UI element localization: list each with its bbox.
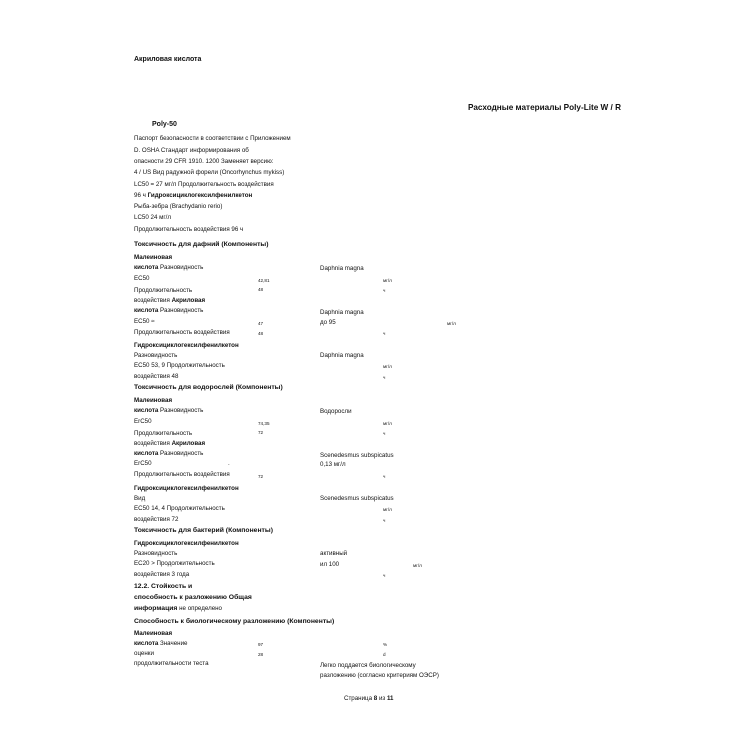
- endpoint-label: EC50: [134, 275, 150, 282]
- value-label: Значение: [160, 640, 188, 647]
- unit-label: мг/л: [413, 563, 422, 568]
- general-info-label: информация: [134, 605, 178, 612]
- concentration-value: 0,13 мг/л: [320, 461, 346, 468]
- duration-value: 72: [258, 430, 264, 435]
- endpoint-label: ErC50: [134, 460, 152, 467]
- endpoint-label: EC50 ≈: [134, 318, 155, 325]
- duration-value: 48: [258, 331, 264, 336]
- endpoint-label: EC20 > Продолжительность: [134, 560, 215, 567]
- endpoint-value: 42,81: [258, 278, 270, 283]
- unit-label: мг/л: [383, 421, 392, 426]
- unit-label: ч: [383, 288, 386, 293]
- species-value: Scenedesmus subspicatus: [320, 495, 394, 502]
- component-label: [134, 265, 203, 271]
- species-value: Daphnia magna: [320, 309, 364, 316]
- intro-line: Продолжительность воздействия 96 ч: [134, 226, 244, 233]
- algae-heading: Токсичность для водорослей (Компоненты): [134, 384, 283, 391]
- biodegradation-value: 97: [258, 642, 264, 647]
- species-label: Вид: [134, 495, 146, 502]
- component-label: [134, 451, 203, 457]
- duration-value: 48: [258, 287, 264, 292]
- unit-label: ч: [383, 474, 386, 479]
- endpoint-value: 74,35: [258, 421, 270, 426]
- product-name: Poly-50: [152, 121, 177, 128]
- intro-bold-component: Гидроксициклогексилфенилкетон: [147, 192, 253, 199]
- component-hydroxy: Гидроксициклогексилфенилкетон: [134, 342, 239, 349]
- unit-label: ч: [383, 431, 386, 436]
- component-maleic: Малеиновая: [134, 630, 173, 637]
- daphnia-heading: Токсичность для дафний (Компоненты): [134, 241, 269, 248]
- endpoint-label: ErC50: [134, 418, 152, 425]
- unit-label: ч: [383, 573, 386, 578]
- duration-label: Продолжительность воздействия: [134, 471, 230, 478]
- unit-label: мг/л: [383, 507, 392, 512]
- exposure-label: воздействия 3 года: [134, 571, 190, 578]
- component-acrylic: Акриловая: [171, 440, 206, 447]
- component-maleic: Малеиновая: [134, 254, 173, 261]
- page-prefix: Страница: [344, 695, 374, 702]
- unit-label: ч: [383, 375, 386, 380]
- component-acrylic-acid: кислота: [134, 450, 159, 457]
- persistence-general-info: [134, 606, 222, 613]
- unit-label: мг/л: [383, 278, 392, 283]
- persistence-heading: 12.2. Стойкость и: [134, 583, 193, 590]
- range-value: до 95: [320, 319, 336, 326]
- general-info-value: не определено: [177, 605, 222, 612]
- intro-line: 4 / US Вид радужной форели (Oncorhynchus mykiss): [134, 169, 285, 176]
- biodegradation-heading: Способность к биологическому разложению (Компоненты): [134, 618, 335, 625]
- intro-line: [134, 193, 252, 199]
- endpoint-label: EC50 14, 4 Продолжительность: [134, 505, 225, 512]
- persistence-heading-line: способность к разложению Общая: [134, 594, 252, 601]
- unit-label: d: [383, 652, 386, 657]
- species-value: Scenedesmus subspicatus: [320, 452, 394, 459]
- duration-label: Продолжительность: [134, 287, 193, 294]
- component-maleic-acid: кислота: [134, 264, 159, 271]
- estimate-label: оценки: [134, 650, 154, 657]
- unit-label: мг/л: [383, 364, 392, 369]
- component-label: [134, 408, 203, 414]
- intro-line: D. OSHA Стандарт информирования об: [134, 147, 249, 154]
- header-substance: Акриловая кислота: [134, 56, 202, 63]
- unit-label: мг/л: [447, 321, 456, 326]
- dash-mark: -: [228, 462, 230, 467]
- page-total: 11: [386, 695, 394, 702]
- component-maleic-acid: кислота: [134, 640, 159, 647]
- intro-line: LC50 24 мг/л: [134, 214, 171, 221]
- header-document-title: Расходные материалы Poly-Lite W / R: [468, 103, 621, 112]
- species-value: активный: [320, 550, 348, 557]
- component-hydroxy: Гидроксициклогексилфенилкетон: [134, 485, 239, 492]
- exposure-text: воздействия: [134, 297, 170, 304]
- biodegradation-result: Легко поддается биологическому: [320, 662, 416, 669]
- page-number: [344, 696, 394, 702]
- bacteria-heading: Токсичность для бактерий (Компоненты): [134, 527, 273, 534]
- intro-line: LC50 = 27 мг/л Продолжительность воздействия: [134, 181, 274, 188]
- component-hydroxy: Гидроксициклогексилфенилкетон: [134, 540, 239, 547]
- duration-label: Продолжительность воздействия: [134, 329, 230, 336]
- page-current: 8: [373, 695, 378, 702]
- species-value: Daphnia magna: [320, 265, 364, 272]
- species-value: Daphnia magna: [320, 352, 364, 359]
- intro-line-text: 96 ч: [134, 192, 146, 199]
- species-label: Разновидность: [160, 450, 204, 457]
- biodegradation-result-line: разложению (согласно критериям ОЭСР): [320, 672, 439, 679]
- component-maleic: Малеиновая: [134, 397, 173, 404]
- component-acrylic-acid: кислота: [134, 307, 159, 314]
- intro-line: опасности 29 CFR 1910. 1200 Заменяет версию:: [134, 158, 274, 165]
- endpoint-value: ил 100: [320, 561, 340, 568]
- species-label: Разновидность: [160, 307, 204, 314]
- exposure-label: воздействия 48: [134, 373, 179, 380]
- species-label: Разновидность: [160, 407, 204, 414]
- species-label: Разновидность: [160, 264, 204, 271]
- exposure-label: воздействия 72: [134, 516, 179, 523]
- component-label: [134, 308, 203, 314]
- duration-label: Продолжительность: [134, 430, 193, 437]
- unit-label: ч: [383, 518, 386, 523]
- unit-label: %: [383, 642, 388, 647]
- exposure-text: воздействия: [134, 440, 170, 447]
- endpoint-value: 47: [258, 321, 264, 326]
- species-label: Разновидность: [134, 550, 178, 557]
- page-of: из: [377, 695, 387, 702]
- component-maleic-acid: кислота: [134, 407, 159, 414]
- test-duration-label: продолжительности теста: [134, 660, 209, 667]
- intro-line: Паспорт безопасности в соответствии с Приложением: [134, 135, 291, 142]
- unit-label: ч: [383, 331, 386, 336]
- intro-line: Рыба-зебра (Brachydanio rerio): [134, 203, 223, 210]
- species-value: Водоросли: [320, 408, 352, 415]
- exposure-label: [134, 441, 205, 447]
- component-acrylic: Акриловая: [171, 297, 206, 304]
- species-label: Разновидность: [134, 352, 178, 359]
- component-label: [134, 641, 187, 647]
- duration-value: 72: [258, 474, 264, 479]
- estimate-value: 28: [258, 652, 264, 657]
- endpoint-label: EC50 53, 9 Продолжительность: [134, 362, 225, 369]
- exposure-label: [134, 298, 205, 304]
